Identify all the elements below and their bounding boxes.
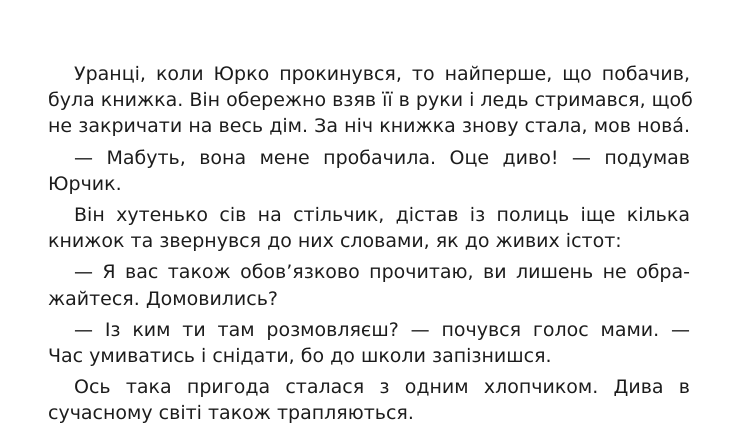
text-line: Ось така пригода сталася з одним хлопчиком. Дива в bbox=[74, 376, 690, 399]
text-line: Юрчик. bbox=[48, 172, 122, 195]
paragraph-2 bbox=[48, 145, 690, 197]
text-line: — Із ким ти там розмовляєш? — почувся голос мами. — bbox=[74, 318, 690, 341]
text-line: — Я вас також обов’язково прочитаю, ви лишень не обра- bbox=[74, 261, 690, 284]
text-line: жайтеся. Домовились? bbox=[48, 287, 279, 310]
text-line: — Мабуть, вона мене пробачила. Оце диво! — подумав bbox=[74, 146, 690, 169]
paragraph-1 bbox=[48, 61, 693, 140]
paragraph-6 bbox=[48, 374, 690, 426]
story-text bbox=[48, 61, 693, 431]
text-line: Він хутенько сів на стільчик, дістав із полиць іще кілька bbox=[74, 203, 690, 226]
text-line: книжок та звернувся до них словами, як до живих істот: bbox=[48, 230, 622, 253]
text-line: була книжка. Він обережно взяв її в руки і ледь стримався, щоб bbox=[48, 89, 693, 112]
text-line: не закричати на весь дім. За ніч книжка знову стала, мов нова́. bbox=[48, 115, 690, 138]
text-line: сучасному світі також трапляються. bbox=[48, 402, 414, 425]
paragraph-3 bbox=[48, 202, 690, 254]
paragraph-4 bbox=[48, 259, 690, 311]
paragraph-5 bbox=[48, 317, 690, 369]
text-line: Уранці, коли Юрко прокинувся, то найперше, що побачив, bbox=[74, 63, 690, 85]
text-line: Час умиватись і снідати, бо до школи запізнишся. bbox=[48, 344, 552, 367]
